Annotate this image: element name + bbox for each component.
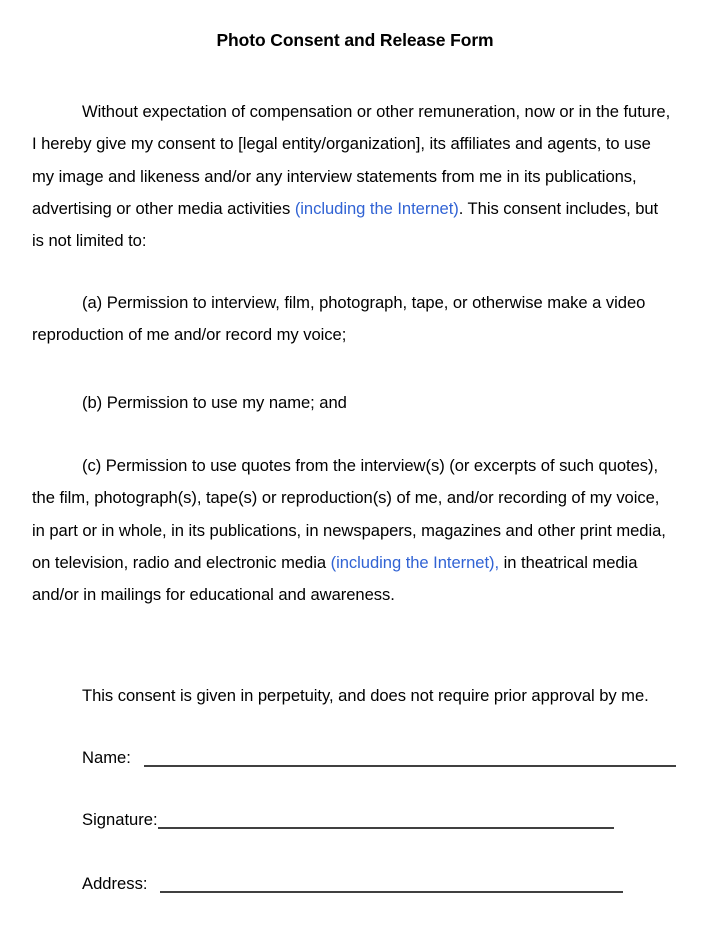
page-title: Photo Consent and Release Form	[216, 30, 494, 50]
paragraph-item-a	[32, 287, 672, 352]
signature-field-label: Signature:	[82, 810, 158, 829]
address-field-label: Address:	[82, 874, 153, 893]
paragraph-item-b	[32, 387, 672, 419]
paragraph-item-c-text-before-link: (c) Permission to use quotes from the interview(s) (or excerpts of such quotes), the film, photograph(s), tape(s) or reproduction(s) of me, and/or recording of my voice, in part or in whole, in its publications, in newspapers, magazines and other print media, on television, radio and electronic media	[32, 456, 666, 572]
paragraph-item-c	[32, 450, 672, 611]
including-the-internet-link-2: (including the Internet),	[330, 552, 500, 572]
paragraph-final	[32, 680, 672, 712]
paragraph-item-a-text: (a) Permission to interview, film, photograph, tape, or otherwise make a video reproduction of me and/or record my voice;	[32, 293, 646, 345]
paragraph-item-b-text: (b) Permission to use my name; and	[82, 393, 347, 412]
paragraph-intro	[32, 96, 672, 257]
name-input-line[interactable]	[144, 765, 676, 767]
paragraph-intro-text-before-link: Without expectation of compensation or other remuneration, now or in the future, I hereby give my consent to [legal entity/organization], its affiliates and agents, to use my image and likeness and/or any interview statements from me in its publications, advertising or other media activities	[32, 102, 671, 218]
signature-field-row[interactable]	[82, 806, 614, 832]
signature-input-line[interactable]	[158, 827, 614, 829]
name-field-label: Name:	[82, 748, 136, 767]
including-the-internet-link-1: (including the Internet)	[294, 198, 459, 218]
paragraph-item-c-text-after-link: in theatrical media and/or in mailings for educational and awareness.	[32, 552, 638, 605]
address-input-line[interactable]	[160, 891, 623, 893]
paragraph-final-text: This consent is given in perpetuity, and does not require prior approval by me.	[82, 686, 649, 705]
paragraph-intro-text-after-link: . This consent includes, but is not limited to:	[32, 198, 659, 251]
paragraph-item-c-text	[32, 450, 672, 611]
address-field-row[interactable]	[82, 870, 623, 896]
name-field-row[interactable]	[82, 744, 676, 770]
paragraph-intro-text	[32, 96, 672, 257]
